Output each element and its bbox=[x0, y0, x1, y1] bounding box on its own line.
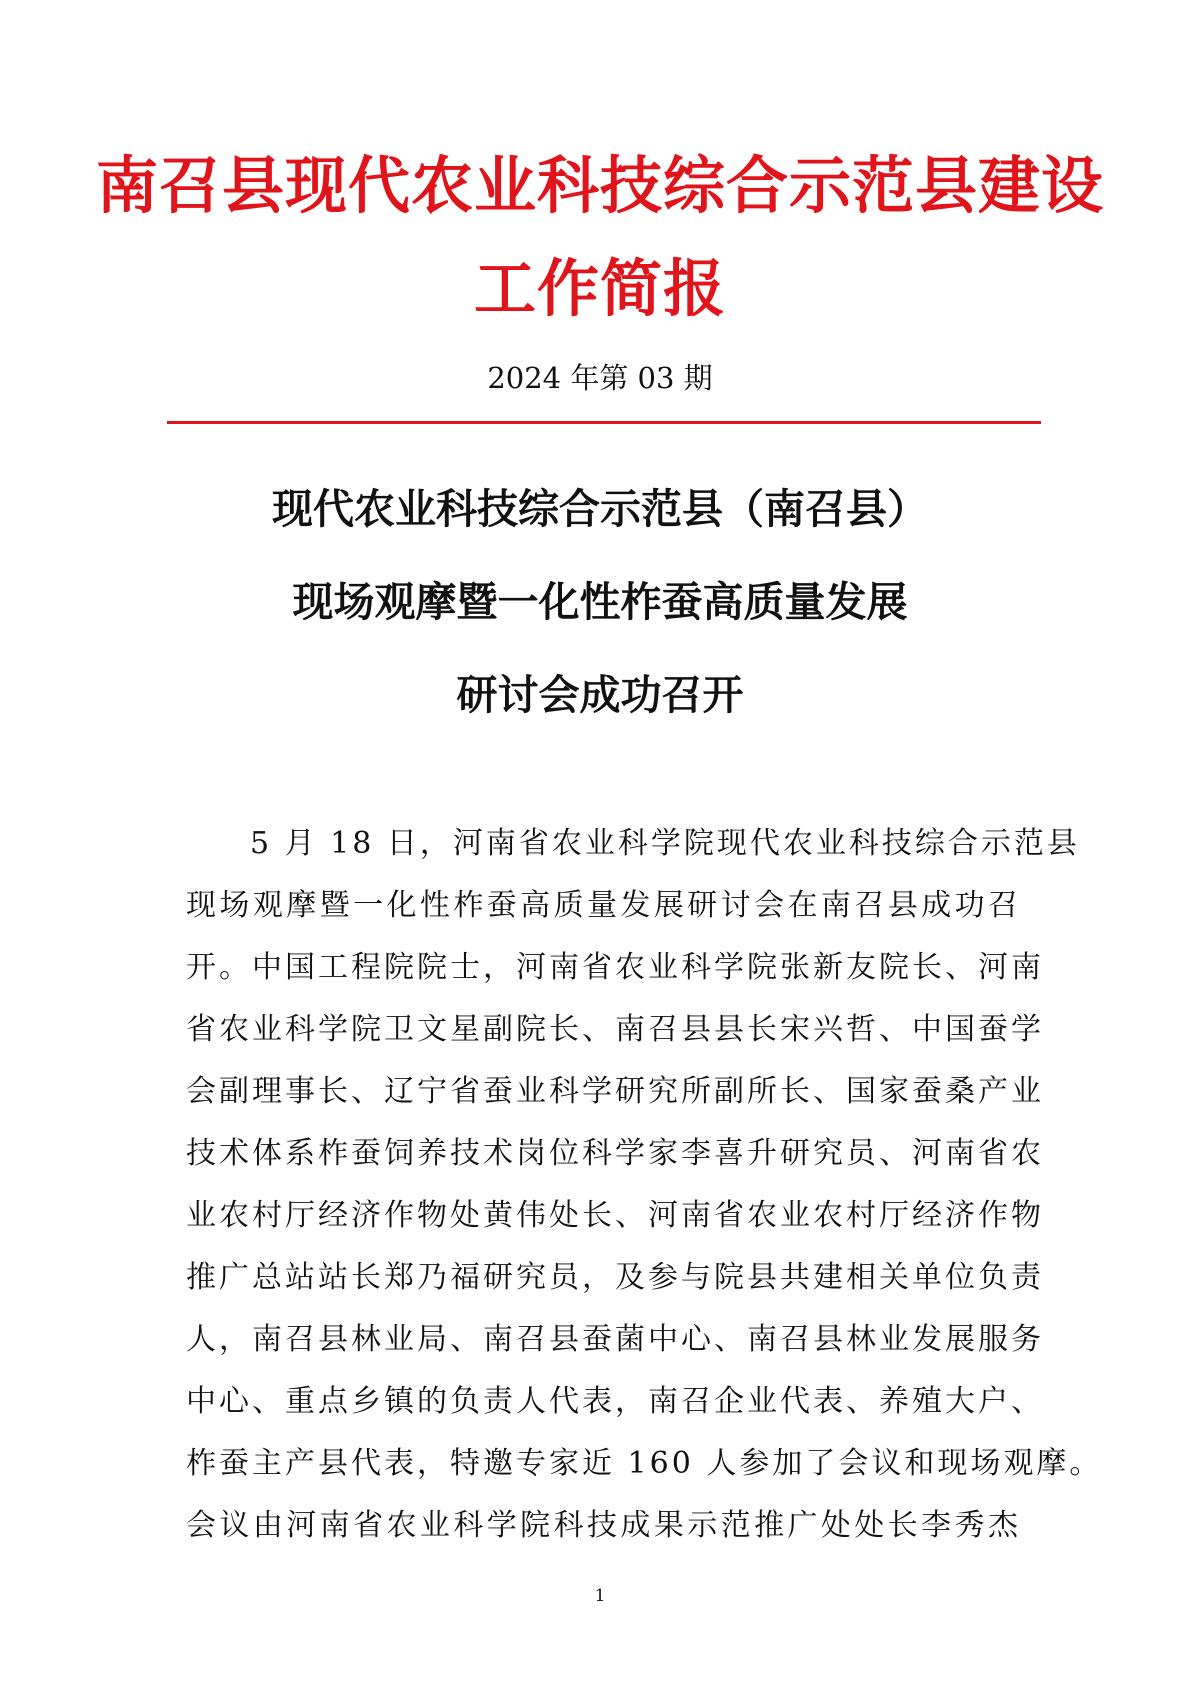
masthead-title-line-1: 南召县现代农业科技综合示范县建设 bbox=[95, 149, 1104, 222]
body-line: 推广总站站长郑乃福研究员，及参与院县共建相关单位负责 bbox=[186, 1260, 1044, 1295]
body-line: 会副理事长、辽宁省蚕业科学研究所副所长、国家蚕桑产业 bbox=[186, 1074, 1044, 1109]
page-number: 1 bbox=[594, 1586, 606, 1606]
article-body bbox=[186, 813, 1103, 1557]
headline-line-1: 现代农业科技综合示范县（南召县） bbox=[272, 485, 928, 533]
body-line: 业农村厅经济作物处黄伟处长、河南省农业农村厅经济作物 bbox=[186, 1198, 1044, 1233]
body-line: 开。中国工程院院士，河南省农业科学院张新友院长、河南 bbox=[186, 950, 1044, 985]
body-line: 柞蚕主产县代表，特邀专家近 160 人参加了会议和现场观摩。 bbox=[186, 1446, 1103, 1481]
body-line: 5 月 18 日，河南省农业科学院现代农业科技综合示范县 bbox=[250, 826, 1080, 861]
headline-line-3: 研讨会成功召开 bbox=[456, 671, 744, 719]
body-line: 技术体系柞蚕饲养技术岗位科学家李喜升研究员、河南省农 bbox=[186, 1136, 1044, 1171]
issue-number: 2024 年第 03 期 bbox=[487, 361, 713, 395]
masthead-title-line-2: 工作简报 bbox=[473, 252, 726, 325]
headline-line-2: 现场观摩暨一化性柞蚕高质量发展 bbox=[292, 578, 908, 626]
body-line: 会议由河南省农业科学院科技成果示范推广处处长李秀杰 bbox=[186, 1508, 1021, 1543]
body-line: 现场观摩暨一化性柞蚕高质量发展研讨会在南召县成功召 bbox=[186, 888, 1021, 923]
red-divider-line bbox=[167, 421, 1041, 424]
body-line: 省农业科学院卫文星副院长、南召县县长宋兴哲、中国蚕学 bbox=[186, 1012, 1044, 1047]
body-line: 中心、重点乡镇的负责人代表，南召企业代表、养殖大户、 bbox=[186, 1384, 1044, 1419]
body-line: 人，南召县林业局、南召县蚕菌中心、南召县林业发展服务 bbox=[186, 1322, 1044, 1357]
